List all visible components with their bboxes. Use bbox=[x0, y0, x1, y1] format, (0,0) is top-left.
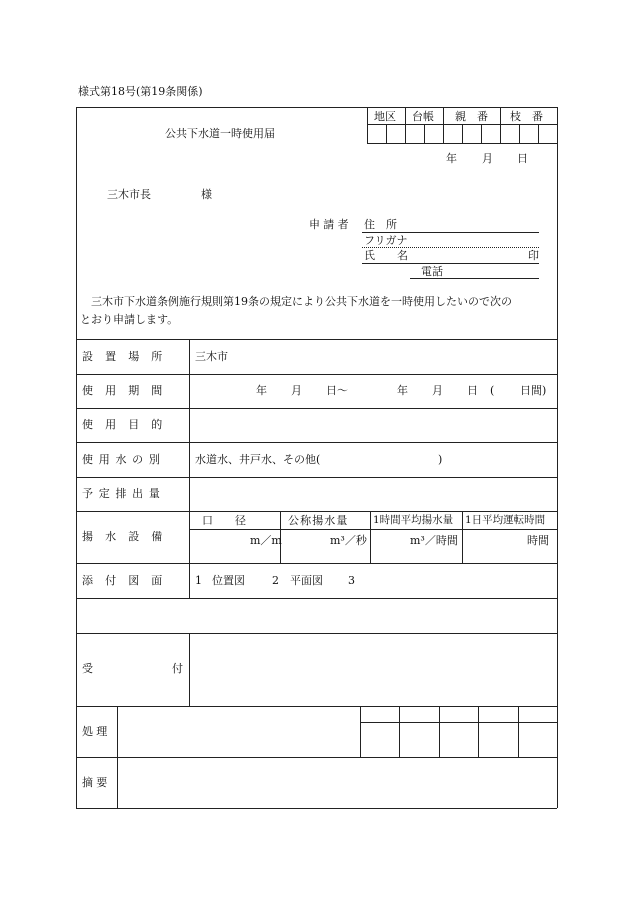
date-month: 月 bbox=[482, 152, 493, 165]
phone-line bbox=[410, 278, 539, 279]
pump-header-capacity: 公称揚水量 bbox=[288, 514, 349, 527]
pump-header-daily: 1日平均運転時間 bbox=[465, 514, 546, 526]
intro-line-2: とおり申請します。 bbox=[80, 313, 179, 326]
period-label: 使用期間 bbox=[82, 384, 175, 397]
water-type-close: ) bbox=[438, 453, 443, 466]
frame-right bbox=[557, 107, 558, 808]
period-year-2: 年 bbox=[397, 384, 408, 397]
addressee: 三木市長 bbox=[107, 188, 151, 201]
applicant-furigana-label: フリガナ bbox=[364, 234, 408, 247]
attachment-location-map: 位置図 bbox=[212, 574, 245, 587]
address-line bbox=[362, 232, 539, 233]
frame-bottom bbox=[76, 808, 557, 809]
reception-label-left: 受 bbox=[82, 662, 93, 675]
water-type-value: 水道水、井戸水、その他( bbox=[195, 453, 321, 466]
discharge-label: 予定排出量 bbox=[82, 487, 166, 500]
processing-label: 処理 bbox=[82, 725, 111, 738]
date-year: 年 bbox=[446, 152, 457, 165]
applicant-label: 申請者 bbox=[309, 218, 352, 231]
period-month-1: 月 bbox=[291, 384, 302, 397]
pump-unit-daily: 時間 bbox=[527, 534, 549, 547]
pump-unit-diameter: m／m bbox=[250, 534, 282, 547]
pump-label: 揚水設備 bbox=[82, 530, 175, 543]
intro-line-1: 三木市下水道条例施行規則第19条の規定により公共下水道を一時使用したいので次の bbox=[80, 295, 512, 308]
period-days: 日間) bbox=[520, 384, 547, 397]
period-month-2: 月 bbox=[432, 384, 443, 397]
pump-header-hourly: 1時間平均揚水量 bbox=[373, 514, 454, 526]
applicant-name-label: 氏 名 bbox=[364, 249, 408, 262]
attachment-number-2: 2 bbox=[272, 574, 279, 587]
ledger-district: 地区 bbox=[374, 110, 396, 123]
furigana-line bbox=[362, 247, 539, 248]
attachment-floor-plan: 平面図 bbox=[290, 574, 323, 587]
attachments-label: 添付図面 bbox=[82, 574, 175, 587]
remarks-label: 摘要 bbox=[82, 776, 111, 789]
name-line bbox=[362, 263, 539, 264]
ledger-parent-number: 親 番 bbox=[455, 110, 488, 123]
pump-unit-capacity: m³／秒 bbox=[330, 534, 367, 547]
label-divider bbox=[189, 339, 190, 598]
attachment-number-1: 1 bbox=[195, 574, 202, 587]
attachment-number-3: 3 bbox=[348, 574, 355, 587]
ledger-register: 台帳 bbox=[412, 110, 434, 123]
form-number: 様式第18号(第19条関係) bbox=[78, 85, 203, 98]
location-value: 三木市 bbox=[195, 350, 228, 363]
period-paren-open: ( bbox=[490, 384, 495, 397]
frame-left bbox=[76, 107, 77, 808]
form-title: 公共下水道一時使用届 bbox=[165, 127, 275, 140]
location-label: 設置場所 bbox=[82, 350, 175, 363]
date-day: 日 bbox=[517, 152, 528, 165]
pump-unit-hourly: m³／時間 bbox=[410, 534, 458, 547]
applicant-address-label: 住 所 bbox=[364, 218, 397, 231]
ledger-branch-number: 枝 番 bbox=[510, 110, 543, 123]
period-day-2: 日 bbox=[467, 384, 478, 397]
frame-top bbox=[76, 107, 557, 108]
pump-header-diameter: 口 径 bbox=[202, 514, 246, 527]
applicant-phone-label: 電話 bbox=[421, 265, 443, 278]
period-day-1: 日～ bbox=[326, 384, 348, 397]
reception-label-right: 付 bbox=[172, 662, 183, 675]
table-top bbox=[76, 339, 557, 340]
period-year-1: 年 bbox=[256, 384, 267, 397]
purpose-label: 使用目的 bbox=[82, 418, 175, 431]
water-type-label: 使用水の別 bbox=[82, 453, 166, 466]
seal-mark: 印 bbox=[528, 249, 539, 262]
honorific: 様 bbox=[201, 188, 212, 201]
